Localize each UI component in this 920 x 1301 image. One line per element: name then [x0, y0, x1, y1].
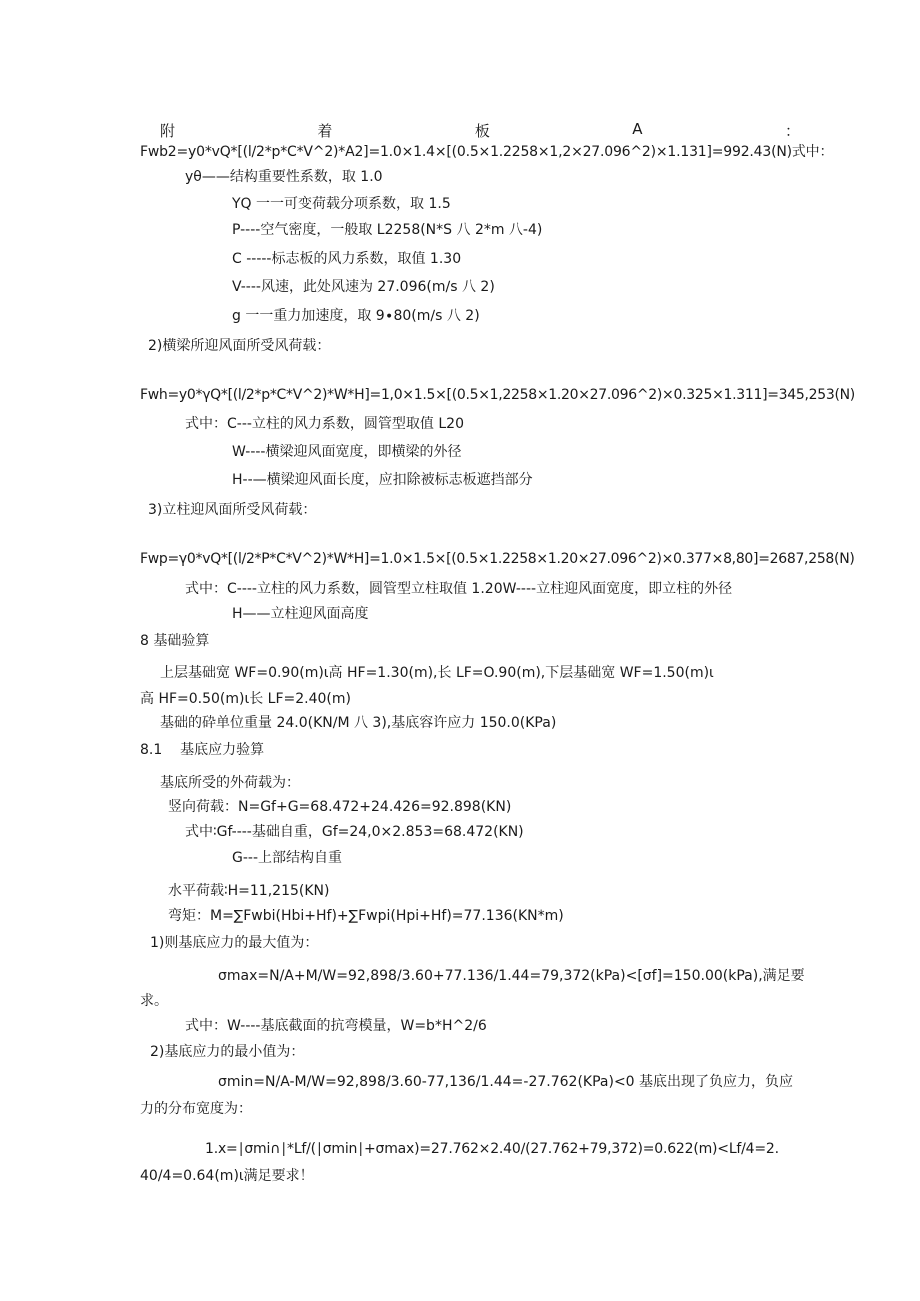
definition-line: YQ 一一可变荷载分项系数，取 1.5: [232, 196, 451, 212]
definition-line: W----横梁迎风面宽度，即横梁的外径: [232, 444, 462, 460]
formula-sigma-min: σmin=N/A-M/W=92,898/3.60-77,136/1.44=-27.762(KPa)<0 基底出现了负应力，负应: [218, 1074, 794, 1090]
heading-char: A: [632, 120, 643, 138]
paragraph-line: 弯矩：M=∑Fwbi(Hbi+Hf)+∑Fwpi(Hpi+Hf)=77.136(KN*m): [168, 908, 564, 924]
formula-fwh: Fwh=y0*γQ*[(l∕2*p*C*V^2)*W*H]=1,0×1.5×[(0.5×1,2258×1.20×27.096^2)×0.325×1.311]=345,253(N): [140, 387, 855, 403]
formula-distribution-width: 1.x=∣σmi∩∣*Lf/(∣σmin∣+σmax)=27.762×2.40∕(27.762+79,372)=0.622(m)<Lf/4=2.: [205, 1141, 779, 1157]
paragraph-line: 竖向荷载：N=Gf+G=68.472+24.426=92.898(KN): [168, 799, 512, 815]
section-heading: 1)则基底应力的最大值为：: [150, 935, 319, 951]
definition-line: 式中：C----立柱的风力系数，圆管型立柱取值 1.20W----立柱迎风面宽度，即立柱的外径: [185, 581, 733, 597]
definition-line: P----空气密度，一般取 L2258(N*S 八 2*m 八-4): [232, 222, 543, 238]
paragraph-line: 40/4=0.64(m)ι满足要求！: [140, 1168, 314, 1184]
formula-sigma-max: σmax=N/A+M/W=92,898/3.60+77.136/1.44=79,372(kPa)<[σf]=150.00(kPa),满足要: [218, 968, 805, 984]
section-heading: 3)立柱迎风面所受风荷载：: [148, 502, 317, 518]
heading-char: 板: [474, 122, 490, 140]
section-heading: 8.1 基底应力验算: [140, 742, 265, 758]
paragraph-line: 式中：W----基底截面的抗弯模量，W=b*H^2∕6: [185, 1018, 487, 1034]
definition-line: C -----标志板的风力系数，取值 1.30: [232, 251, 462, 267]
definition-line: g 一一重力加速度，取 9∙80(m∕s 八 2): [232, 308, 480, 324]
paragraph-line: 基底所受的外荷载为：: [160, 775, 300, 791]
paragraph-line: 式中∶Gf----基础自重，Gf=24,0×2.853=68.472(KN): [185, 824, 524, 840]
definition-line: V----风速，此处风速为 27.096(m∕s 八 2): [232, 279, 495, 295]
definition-line: 式中：C---立柱的风力系数，圆管型取值 L20: [185, 416, 464, 432]
appendix-heading: [160, 120, 800, 141]
paragraph-line: G---上部结构自重: [232, 850, 343, 866]
paragraph-line: 水平荷载∶H=11,215(KN): [168, 883, 330, 899]
paragraph-line: 上层基础宽 WF=0.90(m)ι高 HF=1.30(m),长 LF=O.90(m),下层基础宽 WF=1.50(m)ι: [160, 665, 714, 681]
section-heading: 8 基础验算: [140, 633, 210, 649]
paragraph-line: 求。: [140, 993, 168, 1009]
paragraph-line: 基础的砕单位重量 24.0(KN∕M 八 3),基底容许应力 150.0(KPa): [160, 715, 557, 731]
section-heading: 2)基底应力的最小值为：: [150, 1044, 305, 1060]
heading-char: 着: [317, 122, 333, 140]
paragraph-line: 力的分布宽度为：: [140, 1101, 252, 1117]
section-heading: 2)横梁所迎风面所受风荷载：: [148, 338, 331, 354]
heading-char: ：: [784, 122, 800, 140]
definition-line: yθ——结构重要性系数，取 1.0: [185, 169, 383, 185]
heading-char: 附: [160, 122, 176, 140]
formula-fwp: Fwp=γ0*vQ*[(l∕2*P*C*V^2)*W*H]=1.0×1.5×[(0.5×1.2258×1.20×27.096^2)×0.377×8,80]=2687,258(N): [140, 551, 855, 567]
definition-line: H——立柱迎风面高度: [232, 606, 369, 622]
formula-fwb2: Fwb2=y0*vQ*[(l∕2*p*C*V^2)*A2]=1.0×1.4×[(0.5×1.2258×1,2×27.096^2)×1.131]=992.43(N)式中：: [140, 144, 834, 160]
definition-line: H--—横梁迎风面长度，应扣除被标志板遮挡部分: [232, 472, 533, 488]
paragraph-line: 高 HF=0.50(m)ι长 LF=2.40(m): [140, 691, 351, 707]
